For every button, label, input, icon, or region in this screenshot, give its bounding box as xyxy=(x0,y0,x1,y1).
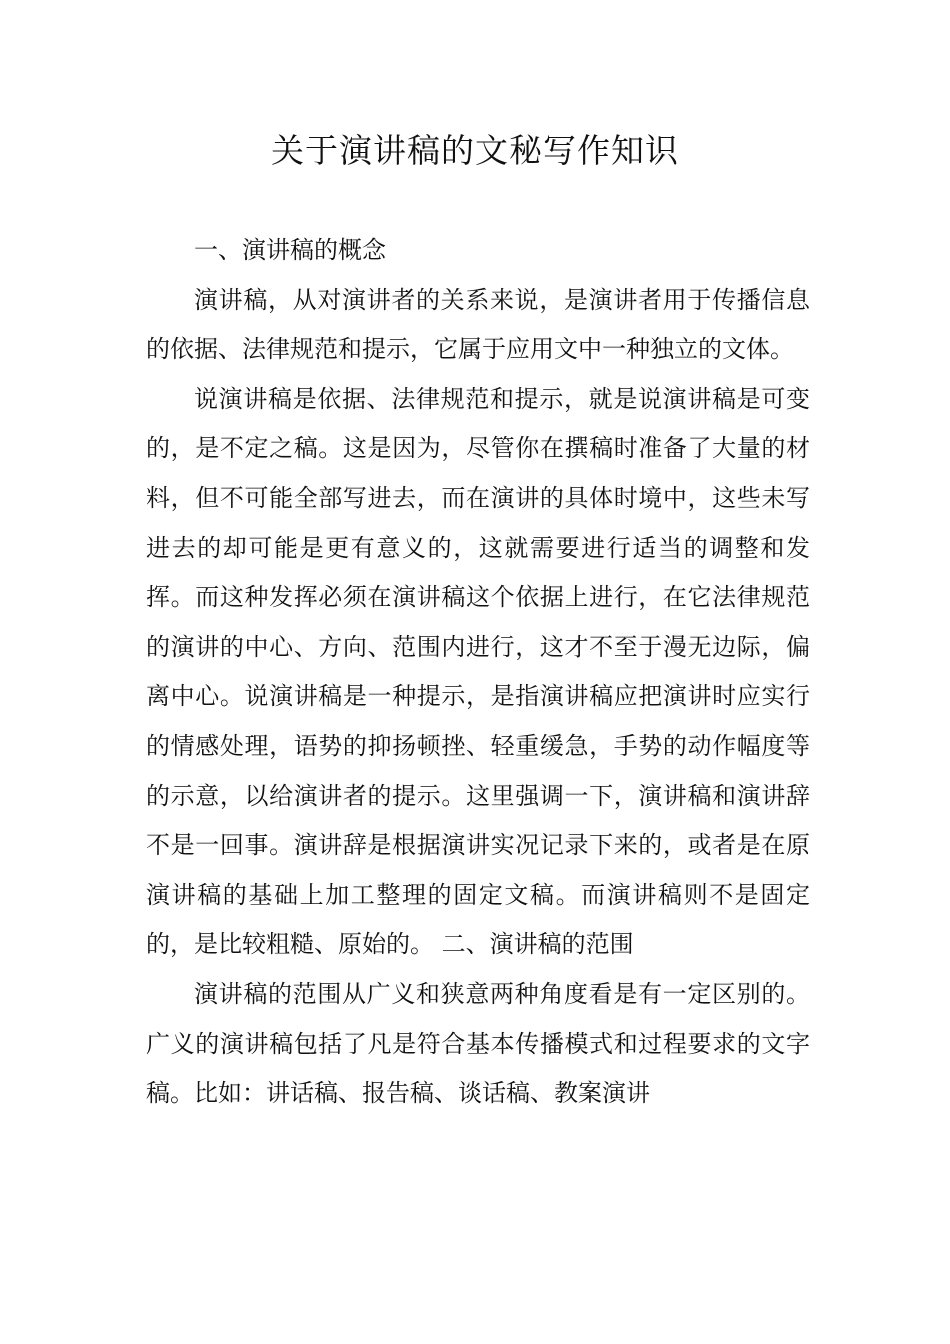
paragraph: 演讲稿，从对演讲者的关系来说，是演讲者用于传播信息的依据、法律规范和提示，它属于应用文中一种独立的文体。 xyxy=(146,285,810,364)
section-heading-concept: 一、演讲稿的概念 xyxy=(194,236,386,264)
paragraph: 演讲稿的范围从广义和狭意两种角度看是有一定区别的。广义的演讲稿包括了凡是符合基本传播模式和过程要求的文字稿。比如：讲话稿、报告稿、谈话稿、教案演讲 xyxy=(146,979,810,1108)
document-body xyxy=(146,226,810,1119)
paragraph: 说演讲稿是依据、法律规范和提示，就是说演讲稿是可变的，是不定之稿。这是因为，尽管你在撰稿时准备了大量的材料，但不可能全部写进去，而在演讲的具体时境中，这些未写进去的却可能是更有意义的，这就需要进行适当的调整和发挥。而这种发挥必须在演讲稿这个依据上进行，在它法律规范的演讲的中心、方向、范围内进行，这才不至于漫无边际，偏离中心。说演讲稿是一种提示，是指演讲稿应把演讲时应实行的情感处理，语势的抑扬顿挫、轻重缓急，手势的动作幅度等的示意，以给演讲者的提示。这里强调一下，演讲稿和演讲辞不是一回事。演讲辞是根据演讲实况记录下来的，或者是在原演讲稿的基础上加工整理的固定文稿。而演讲稿则不是固定的，是比较粗糙、原始的。 二、演讲稿的范围 xyxy=(146,384,810,959)
document-title: 关于演讲稿的文秘写作知识 xyxy=(271,131,679,170)
